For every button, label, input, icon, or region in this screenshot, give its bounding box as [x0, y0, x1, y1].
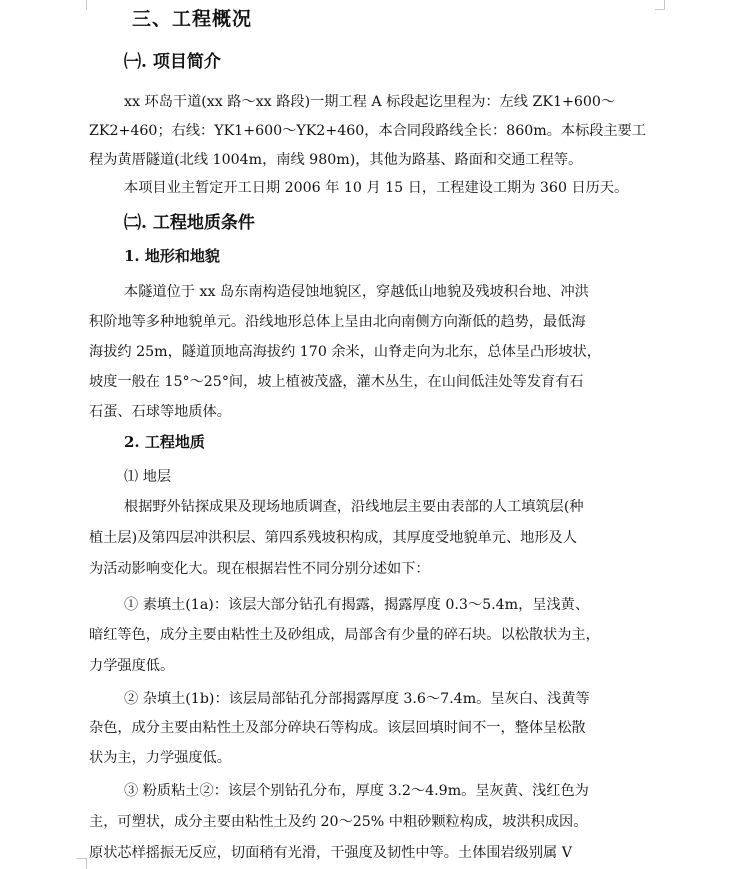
para4-line3: 为活动影响变化大。现在根据岩性不同分别分述如下：	[89, 561, 430, 577]
para5-line2: 暗红等色，成分主要由粘性土及砂组成，局部含有少量的碎石块。以松散状为主，	[89, 627, 600, 643]
para2-line1: 本项目业主暂定开工日期 2006 年 10 月 15 日，工程建设工期为 360 日历天。	[124, 180, 629, 196]
margin-mark-top-right-v	[664, 0, 665, 10]
section-title: 三、工程概况	[132, 8, 253, 30]
para7-line3: 原状芯样摇振无反应，切面稍有光滑，干强度及韧性中等。土体围岩级别属 V	[89, 845, 572, 861]
para3-line4: 坡度一般在 15°～25°间，坡上植被茂盛，灌木丛生，在山间低洼处等发育有石	[89, 374, 584, 390]
para6-line3: 状为主，力学强度低。	[89, 750, 231, 766]
para3-line3: 海拔约 25m，隧道顶地高海拔约 170 余米，山脊走向为北东，总体呈凸形坡状，	[89, 344, 601, 360]
sub-item-strata: ⑴ 地层	[124, 469, 172, 485]
para3-line1: 本隧道位于 xx 岛东南构造侵蚀地貌区，穿越低山地貌及残坡积台地、冲洪	[124, 284, 589, 300]
para5-line1: ① 素填土(1a)：该层大部分钻孔有揭露，揭露厚度 0.3～5.4m，呈浅黄、	[124, 597, 590, 613]
margin-mark-top-left	[86, 0, 87, 10]
para3-line2: 积阶地等多种地貌单元。沿线地形总体上呈由北向南侧方向渐低的趋势，最低海	[89, 314, 586, 330]
para7-line1: ③ 粉质粘土②：该层个别钻孔分布，厚度 3.2～4.9m。呈灰黄、浅红色为	[124, 783, 589, 799]
item-title-engineering-geology: 2. 工程地质	[124, 433, 205, 451]
para1-line3: 程为黄厝隧道(北线 1004m，南线 980m)，其他为路基、路面和交通工程等。	[89, 152, 583, 168]
para5-line3: 力学强度低。	[89, 658, 175, 674]
para4-line2: 植土层)及第四层冲洪积层、第四系残坡积构成，其厚度受地貌单元、地形及人	[89, 530, 577, 546]
para1-line1: xx 环岛干道(xx 路～xx 路段)一期工程 A 标段起讫里程为：左线 ZK1+600～	[124, 94, 616, 110]
para3-line5: 石蛋、石球等地质体。	[89, 404, 231, 420]
para4-line1: 根据野外钻探成果及现场地质调查，沿线地层主要由表部的人工填筑层(种	[124, 499, 584, 515]
para6-line1: ② 杂填土(1b)：该层局部钻孔分部揭露厚度 3.6～7.4m。呈灰白、浅黄等	[124, 691, 590, 707]
margin-mark-bottom-left-h	[76, 858, 86, 859]
item-title-terrain: 1. 地形和地貌	[124, 247, 220, 265]
para7-line2: 主，可塑状，成分主要由粘性土及约 20～25% 中粗砂颗粒构成，坡洪积成因。	[89, 814, 588, 830]
para1-line2: ZK2+460；右线：YK1+600～YK2+460，本合同段路线全长：860m。本标段主要工	[89, 123, 647, 139]
subsection-title-geology: ㈡. 工程地质条件	[124, 213, 255, 233]
subsection-title-project-intro: ㈠. 项目简介	[124, 52, 221, 72]
para6-line2: 杂色，成分主要由粘性土及部分碎块石等构成。该层回填时间不一，整体呈松散	[89, 720, 586, 736]
margin-mark-bottom-left-v	[86, 858, 87, 869]
